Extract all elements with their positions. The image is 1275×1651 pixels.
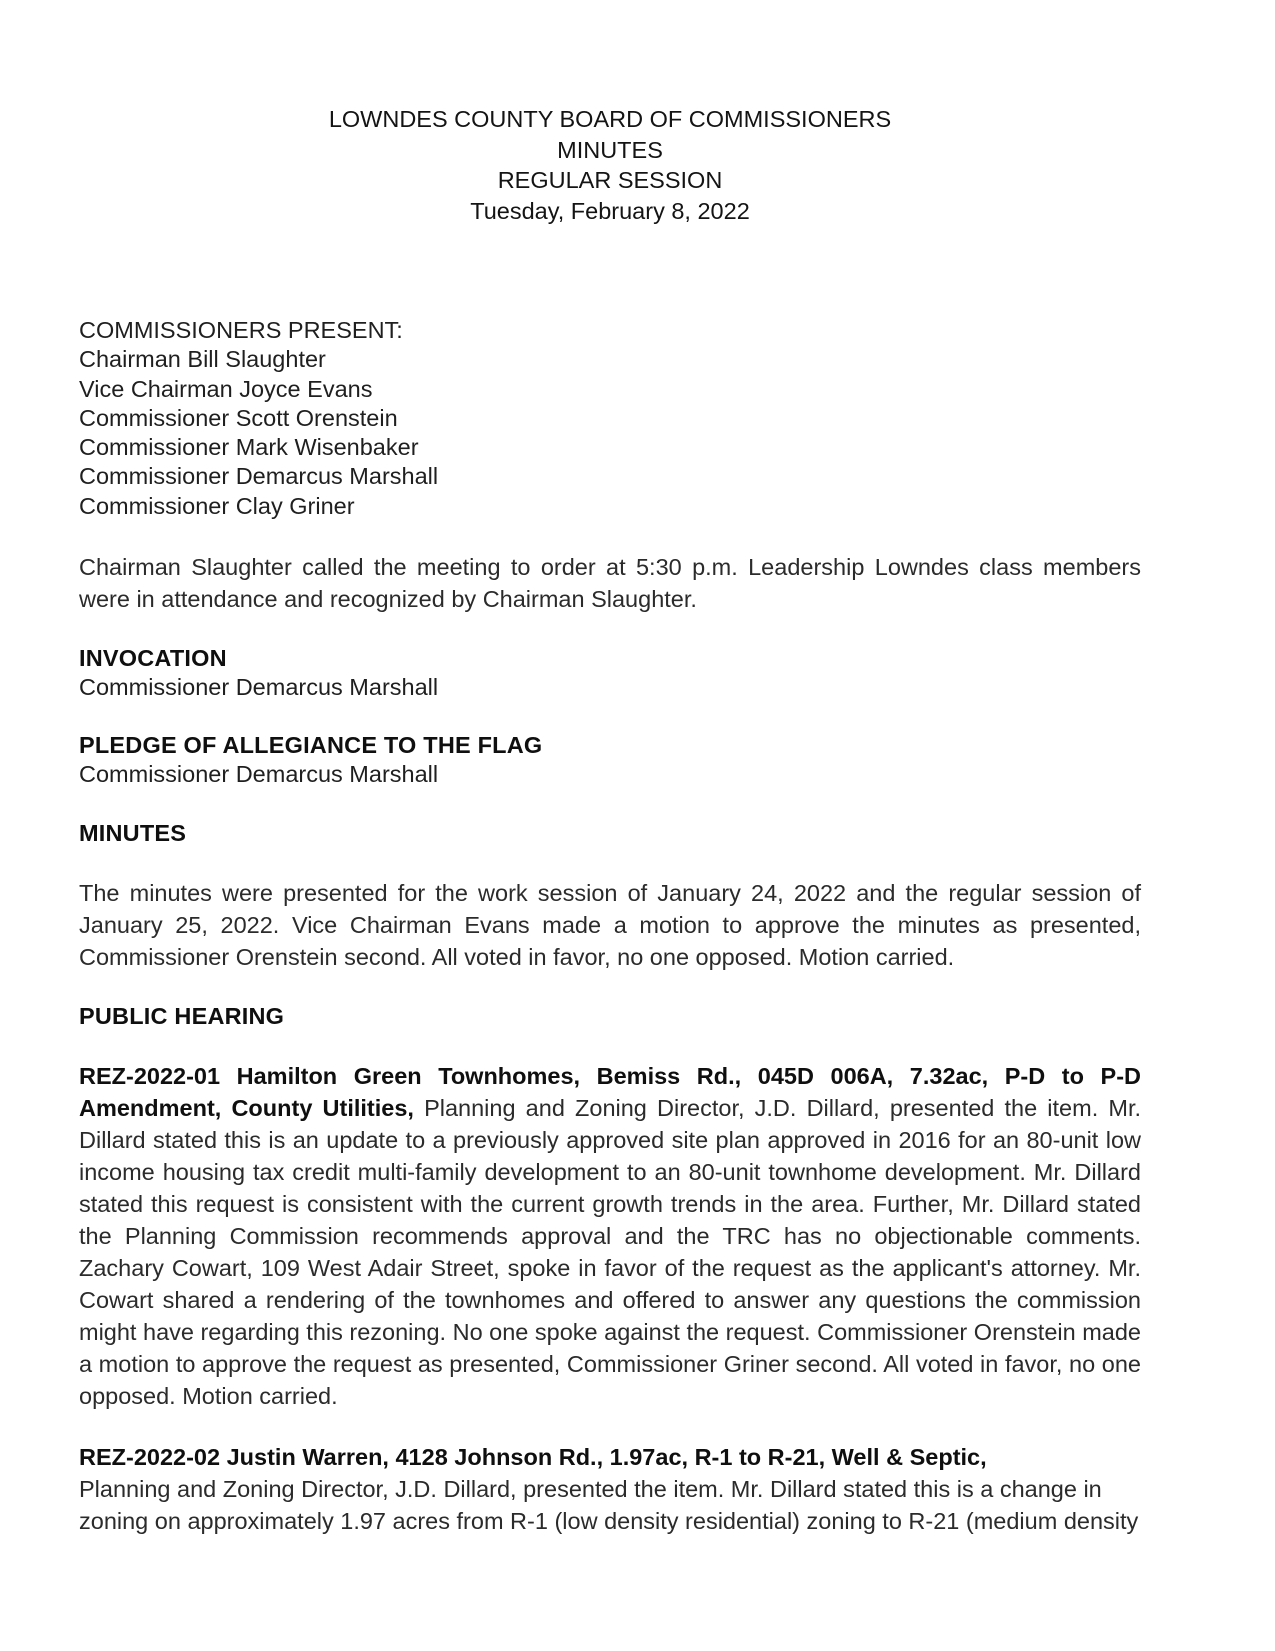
spacer <box>79 1412 1141 1441</box>
commissioners-present-heading: COMMISSIONERS PRESENT: <box>79 317 403 343</box>
header-line-doctype: MINUTES <box>557 136 663 163</box>
rez-2022-01-motion: Commissioner Orenstein made a motion to approve the request as presented, Commissioner Griner second. All voted in favor, no one opposed. Motion carried. <box>79 1318 1141 1409</box>
spacer <box>79 848 1141 877</box>
header-line-date: Tuesday, February 8, 2022 <box>470 197 750 224</box>
spacer <box>79 702 1141 731</box>
pledge-body: Commissioner Demarcus Marshall <box>79 761 439 788</box>
spacer <box>79 615 1141 644</box>
commissioner-row: Commissioner Clay Griner <box>79 492 355 519</box>
minutes-paragraph: The minutes were presented for the work session of January 24, 2022 and the regular session of January 25, 2022. Vice Chairman Evans made a motion to approve the minutes as presented, Commissioner Orenstein second. All voted in favor, no one opposed. Motion carried. <box>79 879 1141 970</box>
invocation-heading: INVOCATION <box>79 645 227 672</box>
document-content <box>79 0 1141 1537</box>
header-line-session: REGULAR SESSION <box>497 167 723 193</box>
rez-2022-01-title: REZ-2022-01 Hamilton Green Townhomes, Bemiss Rd., 045D 006A, 7.32ac, P-D to P-D Amendment, County Utilities, <box>79 1062 1141 1121</box>
public-hearing-heading: PUBLIC HEARING <box>79 1002 285 1029</box>
document-header <box>79 0 1141 226</box>
rez-2022-02-title-line <box>79 1441 1141 1473</box>
commissioner-row: Commissioner Scott Orenstein <box>79 404 398 431</box>
invocation-body: Commissioner Demarcus Marshall <box>79 674 439 701</box>
rez-2022-01-body: Planning and Zoning Director, J.D. Dillard, presented the item. Mr. Dillard stated this is an update to a previously approved site plan approved in 2016 for an 80-unit low income housing tax credit multi-family development to an 80-unit townhome development. Mr. Dillard stated this request is consistent with the current growth trends in the area. Further, Mr. Dillard stated the Planning Commission recommends approval and the TRC has no objectionable comments. Zachary Cowart, 109 West Adair Street, spoke in favor of the request as the applicant's attorney. Mr. Cowart shared a rendering of the townhomes and offered to answer any questions the commission might have regarding this rezoning. No one spoke against the request. <box>79 1094 1141 1345</box>
commissioner-row: Commissioner Mark Wisenbaker <box>79 434 419 461</box>
commissioners-present-block <box>79 316 1141 521</box>
rez-2022-02-title: REZ-2022-02 Justin Warren, 4128 Johnson Rd., 1.97ac, R-1 to R-21, Well & Septic, <box>79 1443 987 1470</box>
rez-2022-02-paragraph: Planning and Zoning Director, J.D. Dillard, presented the item. Mr. Dillard stated this is a change in zoning on approximately 1.97 acres from R-1 (low density residential) zoning to R-21 (medium density <box>79 1475 1139 1534</box>
commissioner-row: Vice Chairman Joyce Evans <box>79 375 373 402</box>
spacer <box>79 790 1141 819</box>
spacer <box>79 973 1141 1002</box>
header-spacer <box>79 226 1141 316</box>
commissioner-row: Chairman Bill Slaughter <box>79 346 326 373</box>
rez-2022-01-paragraph <box>79 1060 1141 1412</box>
header-line-organization: LOWNDES COUNTY BOARD OF COMMISSIONERS <box>328 106 892 132</box>
pledge-heading: PLEDGE OF ALLEGIANCE TO THE FLAG <box>79 732 543 759</box>
commissioner-row: Commissioner Demarcus Marshall <box>79 463 439 490</box>
call-to-order-paragraph: Chairman Slaughter called the meeting to order at 5:30 p.m. Leadership Lowndes class members were in attendance and recognized by Chairman Slaughter. <box>79 554 1141 613</box>
spacer <box>79 521 1141 551</box>
spacer <box>79 1031 1141 1060</box>
minutes-heading: MINUTES <box>79 819 187 846</box>
